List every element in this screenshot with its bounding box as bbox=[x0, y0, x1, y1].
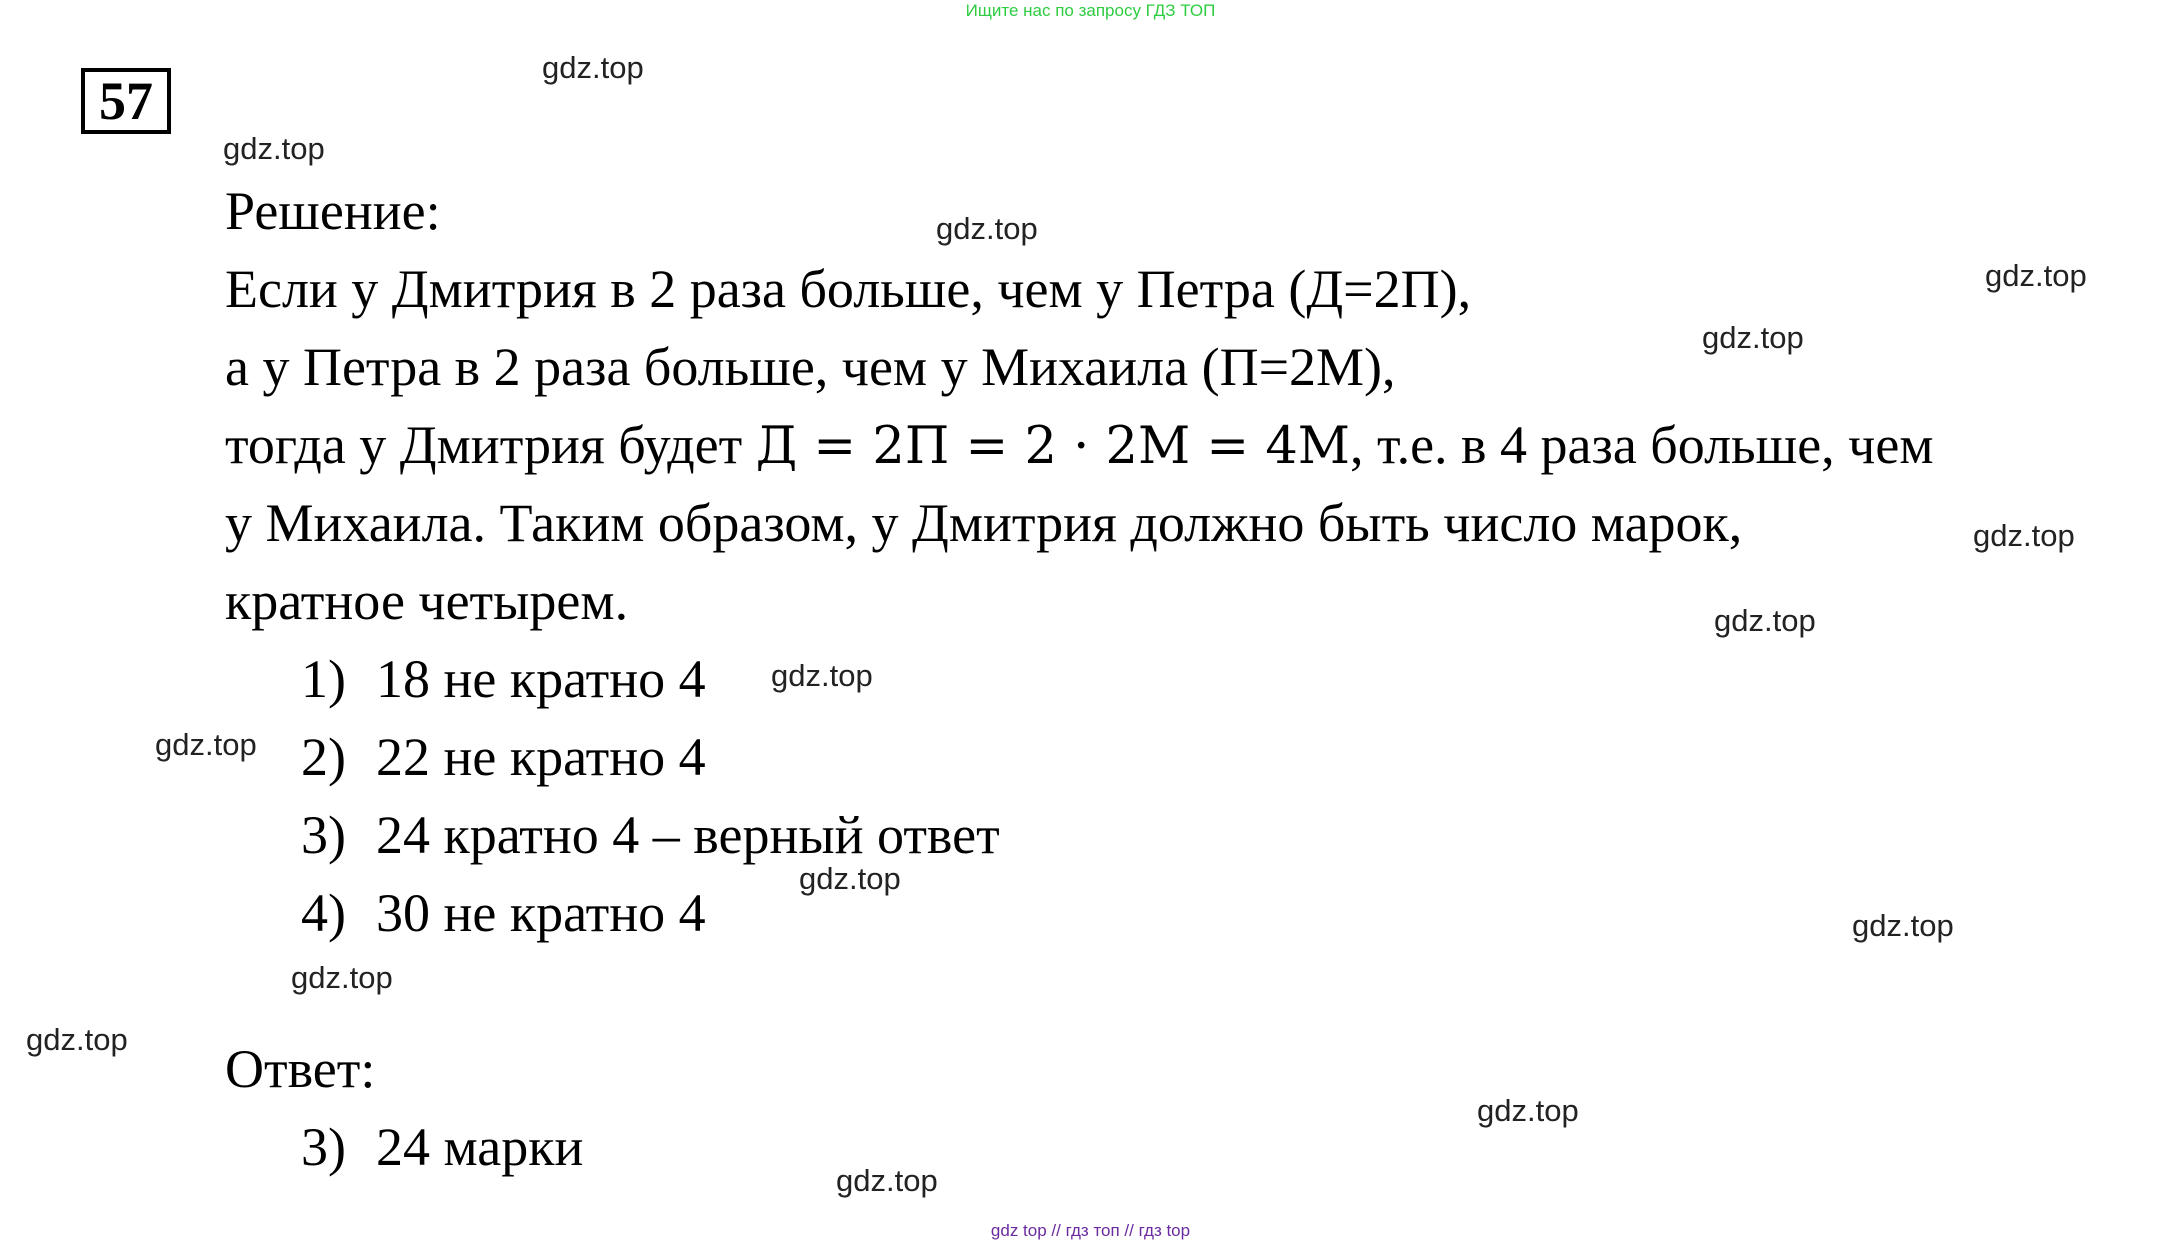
equation: Д = 2П = 2 · 2М = 4М bbox=[755, 417, 1351, 476]
option-number: 4) bbox=[301, 883, 346, 943]
paragraph-line-4: у Михаила. Таким образом, у Дмитрия должно быть число марок, bbox=[225, 493, 1743, 553]
watermark: gdz.top bbox=[1985, 258, 2087, 293]
option-text: 30 не кратно 4 bbox=[376, 883, 706, 943]
watermark: gdz.top bbox=[1852, 908, 1954, 943]
option-item bbox=[301, 648, 706, 710]
option-item bbox=[301, 804, 1000, 866]
watermark: gdz.top bbox=[155, 727, 257, 762]
paragraph-line-3-suffix: , т.е. в 4 раза больше, чем bbox=[1350, 415, 1934, 475]
paragraph-line-2: а у Петра в 2 раза больше, чем у Михаила (П=2М), bbox=[225, 337, 1396, 397]
watermark: gdz.top bbox=[26, 1022, 128, 1057]
watermark: gdz.top bbox=[542, 50, 644, 85]
watermark: gdz.top bbox=[799, 861, 901, 896]
watermark: gdz.top bbox=[836, 1163, 938, 1198]
paragraph-line-5: кратное четырем. bbox=[225, 571, 629, 631]
option-number: 1) bbox=[301, 649, 346, 709]
paragraph-line-3 bbox=[225, 414, 1933, 478]
option-number: 3) bbox=[301, 805, 346, 865]
answer-text: 24 марки bbox=[376, 1117, 584, 1177]
solution-heading: Решение: bbox=[225, 181, 441, 241]
answer-heading: Ответ: bbox=[225, 1039, 376, 1099]
watermark: gdz.top bbox=[1477, 1093, 1579, 1128]
problem-number: 57 bbox=[81, 68, 171, 134]
watermark: gdz.top bbox=[936, 211, 1038, 246]
option-number: 2) bbox=[301, 727, 346, 787]
watermark: gdz.top bbox=[223, 131, 325, 166]
answer-number: 3) bbox=[301, 1117, 346, 1177]
top-banner: Ищите нас по запросу ГДЗ ТОП bbox=[965, 1, 1216, 20]
watermark: gdz.top bbox=[1973, 518, 2075, 553]
watermark: gdz.top bbox=[1702, 320, 1804, 355]
paragraph-line-1: Если у Дмитрия в 2 раза больше, чем у Петра (Д=2П), bbox=[225, 259, 1472, 319]
answer-item bbox=[301, 1116, 583, 1178]
watermark: gdz.top bbox=[291, 960, 393, 995]
watermark: gdz.top bbox=[1714, 603, 1816, 638]
bottom-banner: gdz top // гдз топ // гдз top bbox=[990, 1221, 1191, 1240]
option-item bbox=[301, 882, 706, 944]
watermark: gdz.top bbox=[771, 658, 873, 693]
option-text: 24 кратно 4 – верный ответ bbox=[376, 805, 1000, 865]
option-text: 18 не кратно 4 bbox=[376, 649, 706, 709]
option-text: 22 не кратно 4 bbox=[376, 727, 706, 787]
option-item bbox=[301, 726, 706, 788]
paragraph-line-3-prefix: тогда у Дмитрия будет bbox=[225, 415, 756, 475]
